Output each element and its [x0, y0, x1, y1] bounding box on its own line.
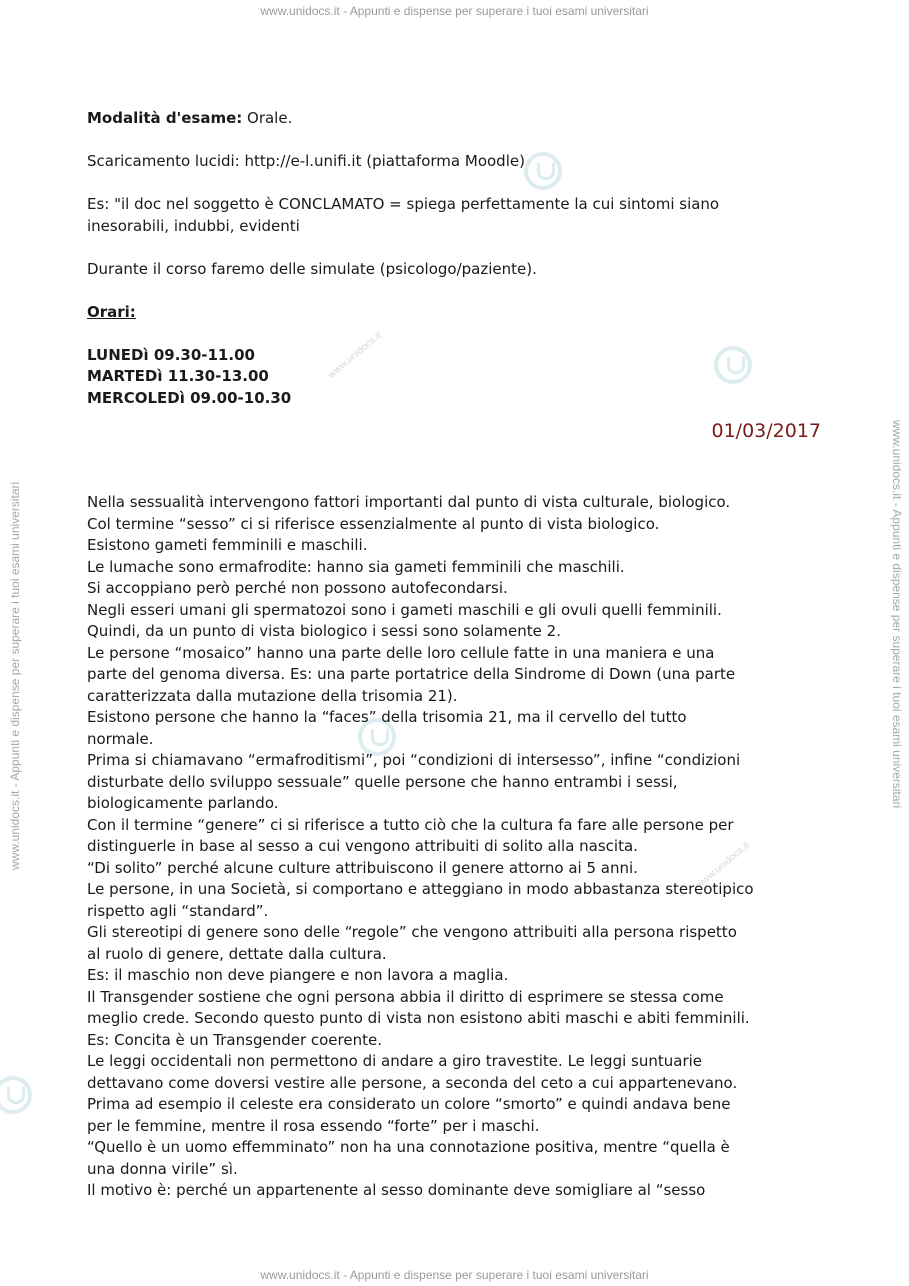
watermark-diagonal: www.unidocs.it — [694, 840, 752, 891]
note-line: Le persone “mosaico” hanno una parte delle loro cellule fatte in una maniera e una — [87, 643, 715, 662]
watermark-diagonal: www.unidocs.it — [326, 330, 384, 381]
note-line: “Quello è un uomo effemminato” non ha una connotazione positiva, mentre “quella è — [87, 1138, 730, 1156]
note-line: Negli esseri umani gli spermatozoi sono i gameti maschili e gli ovuli quelli femminili. — [87, 600, 722, 619]
simulations-line: Durante il corso faremo delle simulate (psicologo/paziente). — [87, 259, 537, 278]
note-line: Quindi, da un punto di vista biologico i sessi sono solamente 2. — [87, 622, 561, 640]
note-line: Le persone, in una Società, si comportano e atteggiano in modo abbastanza stereotipico — [87, 880, 754, 898]
note-line: normale. — [87, 729, 154, 748]
note-line: Con il termine “genere” ci si riferisce a tutto ciò che la cultura fa fare alle persone per — [87, 815, 734, 834]
note-line: Es: Concita è un Transgender coerente. — [87, 1030, 382, 1049]
note-line: biologicamente parlando. — [87, 794, 279, 812]
note-line: Es: il maschio non deve piangere e non lavora a maglia. — [87, 966, 509, 984]
example-line-1: Es: "il doc nel soggetto è CONCLAMATO = spiega perfettamente la cui sintomi siano — [87, 195, 720, 213]
note-line: una donna virile” sì. — [87, 1159, 238, 1178]
note-line: Si accoppiano però perché non possono autofecondarsi. — [87, 579, 508, 597]
note-line: Esistono gameti femminili e maschili. — [87, 536, 368, 554]
note-line: caratterizzata dalla mutazione della trisomia 21). — [87, 686, 458, 705]
note-line: dettavano come doversi vestire alle persone, a seconda del ceto a cui appartenevano. — [87, 1073, 738, 1092]
exam-mode-value: Orale. — [242, 109, 293, 127]
example-line-2: inesorabili, indubbi, evidenti — [87, 216, 300, 235]
note-line: Il motivo è: perché un appartenente al sesso dominante deve somigliare al “sesso — [87, 1181, 706, 1199]
note-line: parte del genoma diversa. Es: una parte portatrice della Sindrome di Down (una parte — [87, 665, 736, 683]
watermark-banner-top: www.unidocs.it - Appunti e dispense per superare i tuoi esami universitari — [260, 4, 649, 18]
note-line: meglio crede. Secondo questo punto di vista non esistono abiti maschi e abiti femminili. — [87, 1009, 750, 1027]
schedule-item: MERCOLEDì 09.00-10.30 — [87, 388, 292, 407]
note-line: Le leggi occidentali non permettono di andare a giro travestite. Le leggi suntuarie — [87, 1052, 703, 1070]
note-line: per le femmine, mentre il rosa essendo “forte” per i maschi. — [87, 1116, 540, 1135]
note-line: distinguerle in base al sesso a cui vengono attribuiti di solito alla nascita. — [87, 837, 638, 855]
note-line: rispetto agli “standard”. — [87, 901, 269, 920]
lecture-notes — [87, 492, 827, 1202]
note-line: Col termine “sesso” ci si riferisce essenzialmente al punto di vista biologico. — [87, 514, 660, 533]
note-line: Gli stereotipi di genere sono delle “regole” che vengono attribuiti alla persona rispetto — [87, 923, 737, 941]
note-line: al ruolo di genere, dettate dalla cultura. — [87, 944, 387, 963]
note-line: Prima ad esempio il celeste era considerato un colore “smorto” e quindi andava bene — [87, 1095, 731, 1113]
note-line: Prima si chiamavano “ermafroditismi”, poi “condizioni di intersesso”, infine “condizioni — [87, 751, 741, 769]
exam-mode-label: Modalità d'esame: — [87, 109, 243, 127]
schedule-item: MARTEDì 11.30-13.00 — [87, 367, 269, 385]
exam-mode-line — [87, 108, 827, 130]
note-line: Nella sessualità intervengono fattori importanti dal punto di vista culturale, biologico. — [87, 493, 731, 511]
unidocs-logo-icon — [0, 1076, 32, 1114]
note-line: “Di solito” perché alcune culture attribuiscono il genere attorno ai 5 anni. — [87, 858, 638, 877]
note-line: Le lumache sono ermafrodite: hanno sia gameti femminili che maschili. — [87, 557, 625, 576]
note-line: Esistono persone che hanno la “faces” della trisomia 21, ma il cervello del tutto — [87, 708, 687, 726]
note-line: disturbate dello sviluppo sessuale” quelle persone che hanno entrambi i sessi, — [87, 772, 678, 791]
lecture-date: 01/03/2017 — [711, 420, 821, 442]
note-line: Il Transgender sostiene che ogni persona abbia il diritto di esprimere se stessa come — [87, 987, 724, 1006]
document-body — [87, 108, 827, 1202]
watermark-side-right: www.unidocs.it - Appunti e dispense per superare i tuoi esami universitari — [890, 420, 904, 809]
watermark-side-left: www.unidocs.it - Appunti e dispense per superare i tuoi esami universitari — [8, 481, 22, 870]
watermark-banner-bottom: www.unidocs.it - Appunti e dispense per superare i tuoi esami universitari — [260, 1268, 649, 1282]
schedule-title: Orari: — [87, 302, 136, 321]
schedule-item: LUNEDì 09.30-11.00 — [87, 345, 255, 364]
download-line: Scaricamento lucidi: http://e-l.unifi.it (piattaforma Moodle) — [87, 152, 525, 170]
